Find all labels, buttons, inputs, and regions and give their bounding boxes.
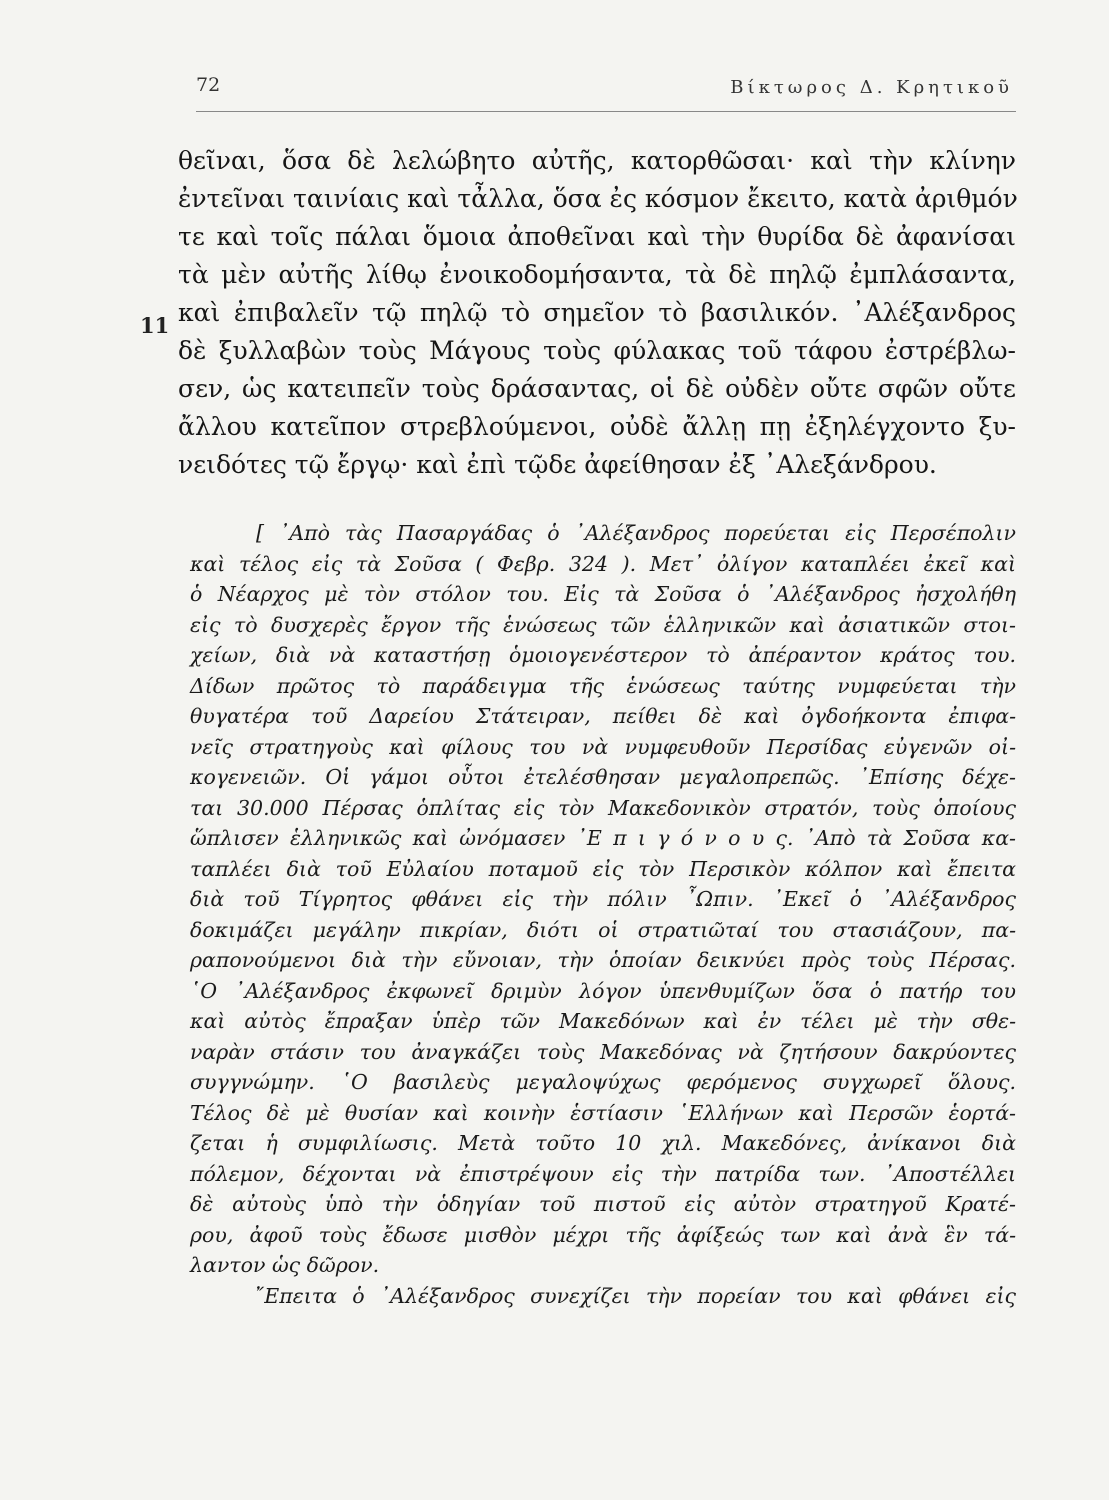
text-line: σεν, ὡς κατειπεῖν τοὺς δράσαντας, οἱ δὲ οὐδὲν οὔτε σφῶν οὔτε	[178, 374, 1016, 403]
text-line: τὰ μὲν αὐτῆς λίθῳ ἐνοικοδομήσαντα, τὰ δὲ πηλῷ ἐμπλάσαντα,	[178, 260, 1016, 289]
commentary-line: καὶ αὐτὸς ἔπραξαν ὑπὲρ τῶν Μακεδόνων καὶ ἐν τέλει μὲ τὴν σθε-	[190, 1009, 1016, 1033]
text-line: τε καὶ τοῖς πάλαι ὅμοια ἀποθεῖναι καὶ τὴν θυρίδα δὲ ἀφανίσαι	[178, 222, 1016, 251]
running-head: Βίκτωρος Δ. Κρητικοῦ	[730, 77, 1013, 98]
text-line: θεῖναι, ὅσα δὲ λελώβητο αὐτῆς, κατορθῶσαι· καὶ τὴν κλίνην	[178, 146, 1016, 175]
commentary-line: δὲ αὐτοὺς ὑπὸ τὴν ὁδηγίαν τοῦ πιστοῦ εἰς αὐτὸν στρατηγοῦ Κρατέ-	[190, 1192, 1016, 1216]
commentary-line: λαντον ὡς δῶρον.	[190, 1253, 380, 1277]
header-rule	[196, 111, 1016, 112]
commentary-line: Δίδων πρῶτος τὸ παράδειγμα τῆς ἑνώσεως ταύτης νυμφεύεται τὴν	[190, 673, 1016, 698]
commentary-line: ναρὰν στάσιν του ἀναγκάζει τοὺς Μακεδόνας νὰ ζητήσουν δακρύοντες	[190, 1039, 1016, 1064]
commentary-line: εἰς τὸ δυσχερὲς ἔργον τῆς ἑνώσεως τῶν ἑλληνικῶν καὶ ἀσιατικῶν στοι-	[190, 612, 1016, 637]
commentary-line: διὰ τοῦ Τίγρητος φθάνει εἰς τὴν πόλιν ῏Ωπιν. ᾽Εκεῖ ὁ ᾽Αλέξανδρος	[190, 887, 1016, 911]
commentary-text	[190, 518, 1016, 1311]
text-line: ἄλλου κατεῖπον στρεβλούμενοι, οὐδὲ ἄλλῃ πῃ ἐξηλέγχοντο ξυ-	[178, 412, 1016, 441]
commentary-line: δοκιμάζει μεγάλην πικρίαν, διότι οἱ στρατιῶταί του στασιάζουν, πα-	[190, 917, 1016, 942]
commentary-line: ὥπλισεν ἑλληνικῶς καὶ ὠνόμασεν ᾽Ε π ι γ ό ν ο υ ς. ᾽Απὸ τὰ Σοῦσα κα-	[190, 826, 1016, 850]
commentary-line: κογενειῶν. Οἱ γάμοι οὗτοι ἐτελέσθησαν μεγαλοπρεπῶς. ᾽Επίσης δέχε-	[190, 765, 1016, 789]
text-line: νειδότες τῷ ἔργῳ· καὶ ἐπὶ τῷδε ἀφείθησαν ἐξ ᾽Αλεξάνδρου.	[178, 450, 937, 479]
section-number: 11	[140, 313, 170, 338]
commentary-line: καὶ τέλος εἰς τὰ Σοῦσα ( Φεβρ. 324 ). Μετ᾽ ὀλίγον καταπλέει ἐκεῖ καὶ	[190, 551, 1016, 576]
text-line: καὶ ἐπιβαλεῖν τῷ πηλῷ τὸ σημεῖον τὸ βασιλικόν. ᾽Αλέξανδρος	[178, 298, 1016, 327]
commentary-line: ρου, ἀφοῦ τοὺς ἔδωσε μισθὸν μέχρι τῆς ἀφίξεώς των καὶ ἀνὰ ἓν τά-	[190, 1222, 1016, 1247]
commentary-line: νεῖς στρατηγοὺς καὶ φίλους του νὰ νυμφευθοῦν Περσίδας εὐγενῶν οἰ-	[190, 734, 1016, 759]
commentary-line: ζεται ἡ συμφιλίωσις. Μετὰ τοῦτο 10 χιλ. Μακεδόνες, ἀνίκανοι διὰ	[190, 1131, 1016, 1155]
commentary-line: ῎Επειτα ὁ ᾽Αλέξανδρος συνεχίζει τὴν πορείαν του καὶ φθάνει εἰς	[254, 1283, 1016, 1308]
commentary-line: ὁ Νέαρχος μὲ τὸν στόλον του. Εἰς τὰ Σοῦσα ὁ ᾽Αλέξανδρος ἠσχολήθη	[190, 582, 1016, 606]
text-line: ἐντεῖναι ταινίαις καὶ τἆλλα, ὅσα ἐς κόσμον ἔκειτο, κατὰ ἀριθμόν	[178, 184, 1018, 213]
commentary-line: χείων, διὰ νὰ καταστήσῃ ὁμοιογενέστερον τὸ ἀπέραντον κράτος του.	[190, 643, 1016, 667]
commentary-line: θυγατέρα τοῦ Δαρείου Στάτειραν, πείθει δὲ καὶ ὀγδοήκοντα ἐπιφα-	[190, 704, 1016, 728]
commentary-line: συγγνώμην. ῾Ο βασιλεὺς μεγαλοψύχως φερόμενος συγχωρεῖ ὅλους.	[190, 1070, 1016, 1094]
commentary-line: πόλεμον, δέχονται νὰ ἐπιστρέψουν εἰς τὴν πατρίδα των. ᾽Αποστέλλει	[190, 1161, 1016, 1186]
commentary-line: ραπονούμενοι διὰ τὴν εὔνοιαν, τὴν ὁποίαν δεικνύει πρὸς τοὺς Πέρσας.	[190, 948, 1016, 972]
commentary-line: ῾Ο ᾽Αλέξανδρος ἐκφωνεῖ δριμὺν λόγον ὑπενθυμίζων ὅσα ὁ πατήρ του	[190, 978, 1016, 1003]
text-line: δὲ ξυλλαβὼν τοὺς Μάγους τοὺς φύλακας τοῦ τάφου ἐστρέβλω-	[178, 336, 1016, 365]
commentary-line: Τέλος δὲ μὲ θυσίαν καὶ κοινὴν ἑστίασιν ῾Ελλήνων καὶ Περσῶν ἑορτά-	[190, 1100, 1016, 1125]
main-text	[178, 142, 1016, 484]
commentary-line: [ ᾽Απὸ τὰς Πασαργάδας ὁ ᾽Αλέξανδρος πορεύεται εἰς Περσέπολιν	[256, 521, 1016, 545]
commentary-line: ταπλέει διὰ τοῦ Εὐλαίου ποταμοῦ εἰς τὸν Περσικὸν κόλπον καὶ ἔπειτα	[190, 856, 1016, 881]
page-number: 72	[196, 74, 221, 96]
commentary-line: ται 30.000 Πέρσας ὁπλίτας εἰς τὸν Μακεδονικὸν στρατόν, τοὺς ὁποίους	[190, 795, 1016, 820]
